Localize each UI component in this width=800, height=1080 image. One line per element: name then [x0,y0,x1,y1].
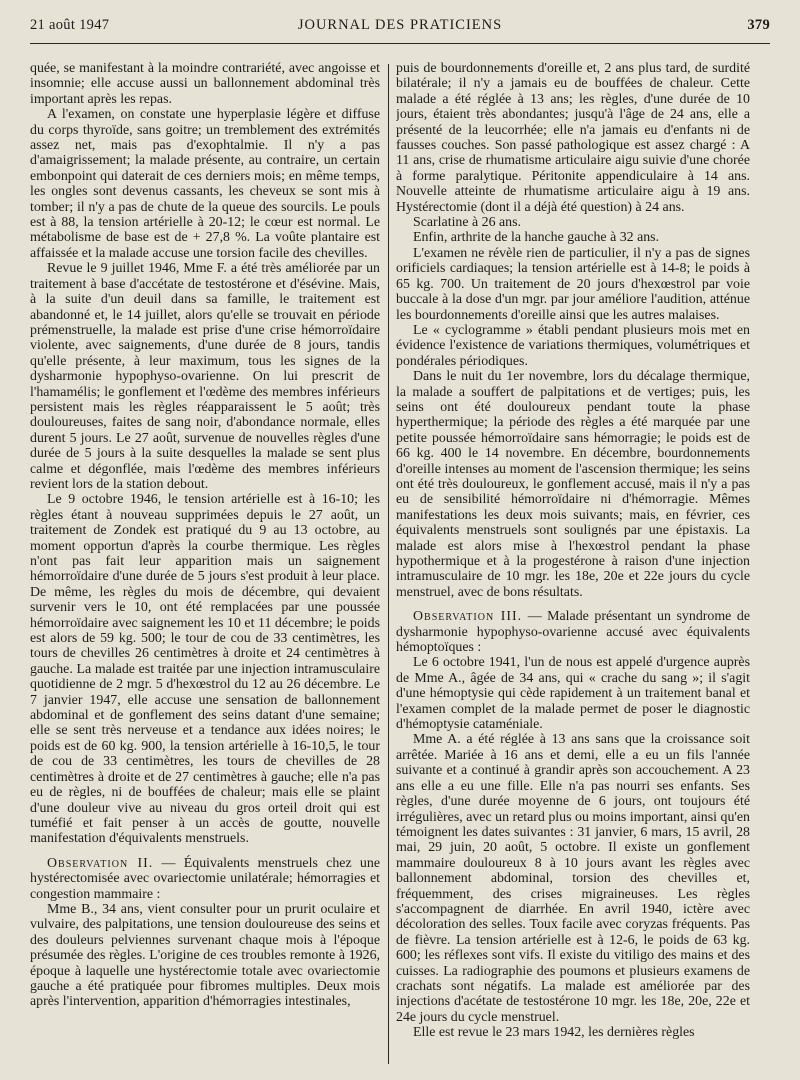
paragraph: Elle est revue le 23 mars 1942, les dernières règles [413,1025,695,1041]
paragraph: Revue le 9 juillet 1946, Mme F. a été très améliorée par un traitement à base d'accétate de testostérone et d'ésévine. Mais, à la suite d'un deuil dans sa famille, le traitement est abandonné et, le 14 juillet, alors qu'elle se trouvait en période prémenstruelle, la malade est prise d'une crise hémorroïdaire violente, avec saignements, d'une durée de 8 jours, tandis qu'elle présente, à leur maximum, tous les signes de la dysharmonie hypophyso-ovarienne. On lui prescrit de l'hamamélis; le gonflement et l'œdème des membres inférieurs persistent mais les règles réapparaissent le 5 août; très douloureuses, faites de sang noir, d'abondance normale, elles durent 5 jours. Le 27 août, survenue de nouvelles règles d'une durée de 5 jours à la suite desquelles la malade se sent plus calme et dégonflée, mais l'œdème des membres inférieurs revient lors de la station debout. [30,261,380,492]
paragraph: Dans le nuit du 1er novembre, lors du décalage thermique, la malade a souffert de palpitations et de vertiges; puis, les seins ont été douloureux pendant toute la phase hyperthermique; la période des règles a été marquée par une petite poussée hémorroïdaire sans hémorragie; le poids est de 66 kg. 400 le 14 novembre. En décembre, bourdonnements d'oreille intenses au moment de l'ascension thermique; les seins ont été très douloureux, le gonflement accusé, mais il n'y a pas eu de sensibilité hémorroïdaire ni d'hémorragie. Mêmes manifestations les deux mois suivants; mais, en février, ces équivalents menstruels sont soulignés par une épistaxis. La malade est alors mise à l'hexœstrol pendant la phase hypothermique et à la progestérone à raison d'une injection intramusculaire de 10 mgr. les 18e, 20e et 22e jours du cycle menstruel, avec de bons résultats. [396,369,750,600]
page-header [30,17,770,39]
paragraph: Mme B., 34 ans, vient consulter pour un prurit oculaire et vulvaire, des palpitations, une tension douloureuse des seins et des douleurs pelviennes survenant chaque mois à l'époque présumée des règles. L'origine de ces troubles remonte à 1926, époque à laquelle une hystérectomie totale avec ovariectomie gauche a été pratiquée pour fibromes multiples. Deux mois après l'intervention, apparition d'hémorragies intestinales, [30,901,380,1010]
left-column [30,61,380,1061]
observation-label: Observation III. [413,609,523,625]
header-date: 21 août 1947 [30,17,110,33]
observation-title: — Malade présentant un syndrome de dysharmonie hypophyso-ovarienne accusé avec équivalents hémoptoïques : [396,609,750,656]
paragraph: A l'examen, on constate une hyperplasie légère et diffuse du corps thyroïde, sans goitre; un tremblement des extrémités assez net, mais pas d'exophtalmie. Il n'y a pas d'amaigrissement; la malade présente, au contraire, un certain embonpoint qui daterait de ces derniers mois; en même temps, les ongles sont devenus cassants, les cheveux se sont mis à tomber; il n'y a pas de chute de la queue des sourcils. Le pouls est à 88, la tension artérielle à 20-12; le cœur est normal. Le métabolisme de base est de + 27,8 %. La voûte plantaire est affaissée et la malade accuse une torsion facile des chevilles. [30,107,380,261]
observation-label: Observation II. [47,855,154,871]
observation-heading [30,856,380,902]
observation-heading [396,609,750,655]
paragraph: Enfin, arthrite de la hanche gauche à 32 ans. [413,230,660,246]
paragraph: puis de bourdonnements d'oreille et, 2 ans plus tard, de surdité bilatérale; il n'y a jamais eu de bouffées de chaleur. Cette malade a été réglée à 13 ans; les règles, d'une durée de 10 jours, étaient très abondantes; jusqu'à l'âge de 24 ans, elle a présenté de la leucorrhée; elle n'a jamais eu d'enfants ni de fausses couches. Son passé pathologique est assez chargé : A 11 ans, crise de rhumatisme articulaire aigu suivie d'une chorée à forme paralytique. Péritonite appendiculaire à 14 ans. Nouvelle atteinte de rhumatisme articulaire aigu à 19 ans. Hystérectomie (dont il a déjà été question) à 24 ans. [396,61,750,215]
column-divider [388,64,389,1064]
paragraph: quée, se manifestant à la moindre contrariété, avec angoisse et insomnie; elle accuse aussi un ballonnement abdominal très important après les repas. [30,61,380,107]
paragraph: Le 9 octobre 1946, le tension artérielle est à 16-10; les règles étant à nouveau supprimées depuis le 27 août, un traitement de Zondek est pratiqué du 9 au 13 octobre, au moment opportun d'après la courbe thermique. Les règles n'ont pas fait leur apparition mais un saignement hémorroïdaire d'une durée de 5 jours s'est produit à leur place. De même, les règles du mois de décembre, qui devaient survenir vers le 10, ont été remplacées par une poussée hémorroïdaire avec saignement les 10 et 11 décembre; le poids est alors de 59 kg. 500; le tour de cou de 33 centimètres, les tours de chevilles 26 centimètres à droite et 24 centimètres à gauche. La malade est traitée par une injection intramusculaire quotidienne de 2 mgr. 5 d'hexœstrol du 12 au 26 décembre. Le 7 janvier 1947, elle accuse une sensation de ballonnement abdominal et de gonflement des seins datant d'une semaine; elle se sent très nerveuse et a tendance aux idées noires; le poids est de 60 kg. 900, la tension artérielle à 16-10,5, le tour de cou de 33 centimètres, les tours de chevilles de 28 centimètres à droite et de 27 centimètres à gauche; elle n'a pas eu de règles, ni de bouffées de chaleur; mais elle se plaint d'une douleur vive au niveau du gros orteil droit qui est tuméfié et fait penser à un accès de goutte, nouvelle manifestation d'équivalents menstruels. [30,492,380,847]
right-column [396,61,750,1061]
observation-title: — Équivalents menstruels chez une hystérectomisée avec ovariectomie unilatérale; hémorragies et congestion mammaire : [30,855,380,902]
paragraph: Mme A. a été réglée à 13 ans sans que la croissance soit arrêtée. Mariée à 16 ans et demi, elle a eu un fils l'année suivante et a continué à grandir après son accouchement. A 23 ans elle a eu une fille. Elle n'a pas nourri ses enfants. Ses règles, d'une durée moyenne de 6 jours, ont toujours été irrégulières, avec un retard plus ou moins important, ainsi qu'en témoignent les dates suivantes : 31 janvier, 6 mars, 15 avril, 28 mai, 29 juin, 20 août, 5 octobre. Il existe un gonflement mammaire douloureux 8 à 10 jours avant les règles avec ballonnement abdominal, torsion des chevilles et, fréquemment, des crises migraineuses. Les règles s'accompagnent de diarrhée. En avril 1940, ictère avec décoloration des selles. Toux facile avec coryzas fréquents. Pas de fièvre. La tension artérielle est à 12-6, le poids de 63 kg. 600; les réflexes sont vifs. Il existe du vitiligo des mains et des cuisses. La radiographie des poumons et plusieurs examens de crachats sont négatifs. La malade est améliorée par des injections d'acétate de testostérone 10 mgr. les 18e, 20e, 22e et 24e jours du cycle menstruel. [396,732,750,1025]
paragraph: Le « cyclogramme » établi pendant plusieurs mois met en évidence l'existence de variations thermiques, volumétriques et pondérales périodiques. [396,322,750,369]
paragraph: Le 6 octobre 1941, l'un de nous est appelé d'urgence auprès de Mme A., âgée de 34 ans, qui « crache du sang »; il s'agit d'une hémoptysie qui cède rapidement à un traitement banal et l'examen complet de la malade permet de poser le diagnostic d'hémoptysie cataméniale. [396,655,750,733]
page-number: 379 [747,17,770,33]
paragraph: L'examen ne révèle rien de particulier, il n'y a pas de signes orificiels cardiaques; la tension artérielle est à 14-8; le poids à 65 kg. 700. Un traitement de 20 jours d'hexœstrol par voie buccale à la dose d'un mgr. par jour améliore l'audition, atténue les bourdonnements d'oreille ainsi que les autres malaises. [396,245,750,323]
header-rule [30,43,770,44]
paragraph: Scarlatine à 26 ans. [413,215,521,231]
journal-title: JOURNAL DES PRATICIENS [297,17,503,33]
